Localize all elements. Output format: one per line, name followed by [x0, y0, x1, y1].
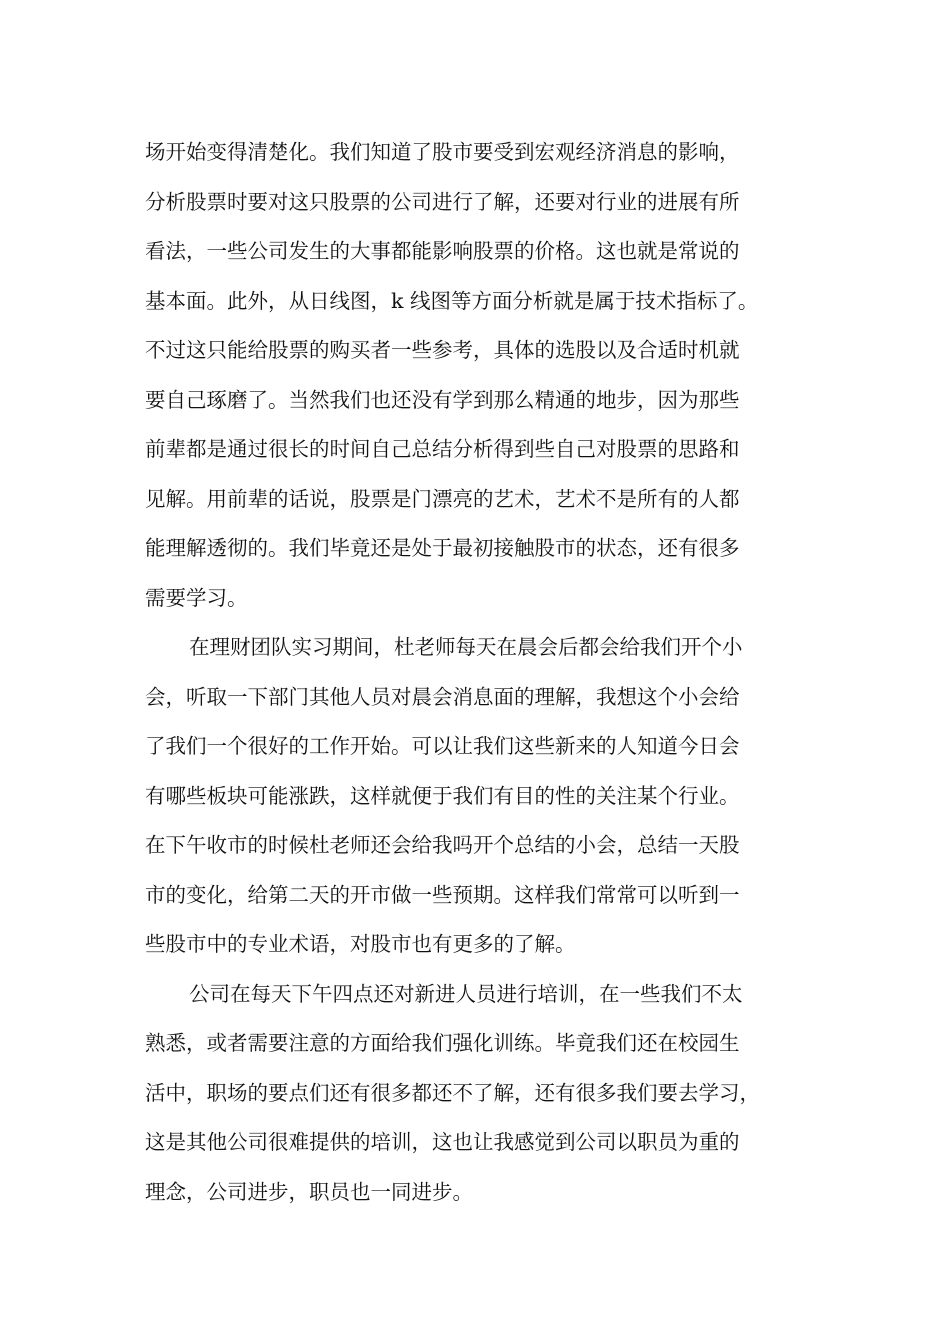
text-line: 市的变化，给第二天的开市做一些预期。这样我们常常可以听到一: [145, 882, 740, 907]
text-line: 基本面。此外，从日线图，k 线图等方面分析就是属于技术指标了。: [145, 288, 759, 313]
text-line: 看法，一些公司发生的大事都能影响股票的价格。这也就是常说的: [145, 239, 740, 263]
text-line: 要自己琢磨了。当然我们也还没有学到那么精通的地步，因为那些: [145, 387, 740, 412]
text-line: 场开始变得清楚化。我们知道了股市要受到宏观经济消息的影响，: [145, 140, 740, 164]
paragraph-2: [145, 623, 825, 970]
text-line: 熟悉，或者需要注意的方面给我们强化训练。毕竟我们还在校园生: [145, 1031, 740, 1055]
text-line: 些股市中的专业术语，对股市也有更多的了解。: [145, 932, 576, 956]
text-line: 需要学习。: [145, 585, 248, 610]
text-line: 分析股票时要对这只股票的公司进行了解，还要对行业的进展有所: [145, 189, 740, 214]
text-line: 理念，公司进步，职员也一同进步。: [145, 1179, 473, 1204]
text-line: 这是其他公司很难提供的培训，这也让我感觉到公司以职员为重的: [145, 1130, 740, 1154]
text-line: 了我们一个很好的工作开始。可以让我们这些新来的人知道今日会: [145, 734, 740, 758]
text-line: 不过这只能给股票的购买者一些参考，具体的选股以及合适时机就: [145, 338, 740, 362]
body-text: [145, 128, 825, 1217]
text-line: 能理解透彻的。我们毕竟还是处于最初接触股市的状态，还有很多: [145, 536, 740, 560]
text-line: 见解。用前辈的话说，股票是门漂亮的艺术，艺术不是所有的人都: [145, 486, 740, 511]
paragraph-1: [145, 128, 825, 623]
text-line: 会，听取一下部门其他人员对晨会消息面的理解，我想这个小会给: [145, 684, 740, 709]
text-line: 前辈都是通过很长的时间自己总结分析得到些自己对股票的思路和: [145, 437, 740, 461]
text-line: 活中，职场的要点们还有很多都还不了解，还有很多我们要去学习，: [145, 1080, 760, 1105]
paragraph-3: [145, 970, 825, 1218]
text-line-indented: 在理财团队实习期间，杜老师每天在晨会后都会给我们开个小: [189, 635, 743, 659]
text-line-indented: 公司在每天下午四点还对新进人员进行培训，在一些我们不太: [189, 981, 743, 1006]
text-line: 在下午收市的时候杜老师还会给我吗开个总结的小会，总结一天股: [145, 833, 740, 857]
text-line: 有哪些板块可能涨跌，这样就便于我们有目的性的关注某个行业。: [145, 783, 740, 808]
